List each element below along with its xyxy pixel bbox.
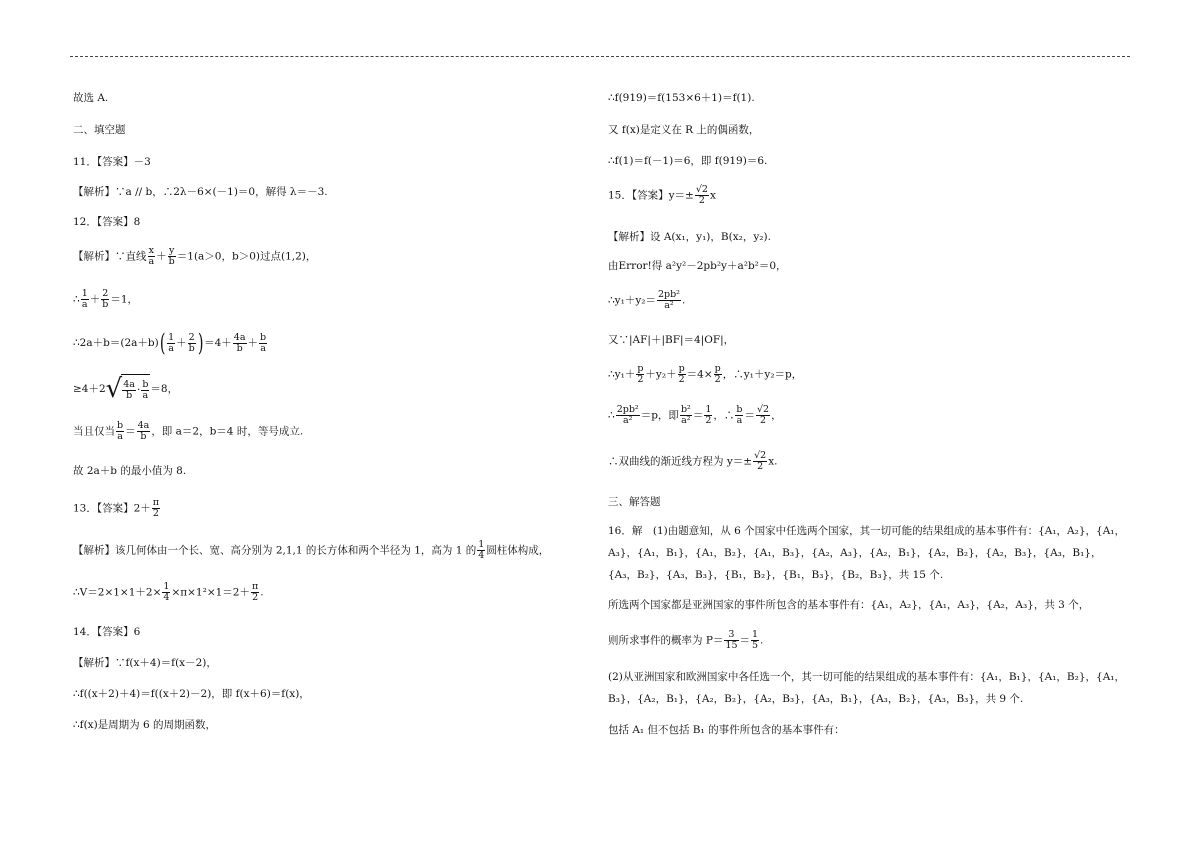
q12-line-3: ∴2a＋b＝(2a＋b)( $\frac{1}{a}$ ＋ $\frac{2}{b}$ )＝4＋ $\frac{4a}{b}$ ＋ $\frac{b}{a}$ bbox=[73, 329, 267, 357]
q15-analysis-5: ∴y₁＋ $\frac{p}{2}$ ＋y₂＋ $\frac{p}{2}$ ＝4× $\frac{p}{2}$ ，∴y₁＋y₂＝p， bbox=[608, 363, 803, 385]
q14-analysis-3: ∴f(x)是周期为 6 的周期函数， bbox=[73, 719, 217, 731]
q16-paragraph-5: 包括 A₁ 但不包括 B₁ 的事件所包含的基本事件有： bbox=[608, 724, 845, 736]
fraction: $\frac{\pi}{2}$ bbox=[152, 497, 160, 519]
fraction: $\frac{1}{a}$ bbox=[81, 288, 88, 310]
q12-answer: 12．【答案】8 bbox=[73, 216, 141, 228]
q15-analysis-1: 【解析】设 A(x₁，y₁)，B(x₂，y₂). bbox=[608, 231, 771, 243]
q14-analysis-5: 又 f(x)是定义在 R 上的偶函数， bbox=[608, 124, 760, 136]
q12-line-2: ∴ $\frac{1}{a}$ ＋ $\frac{2}{b}$ ＝1， bbox=[73, 288, 139, 310]
fraction: $\frac{b}{a}$ bbox=[736, 404, 743, 426]
q16-paragraph-3: 则所求事件的概率为 P＝ $\frac{3}{15}$ ＝ $\frac{1}{5}$ . bbox=[608, 629, 764, 651]
fraction: $\frac{p}{2}$ bbox=[678, 363, 685, 385]
fraction: $\frac{1}{a}$ bbox=[168, 331, 175, 354]
fraction: $\frac{2}{b}$ bbox=[188, 331, 195, 354]
fraction: $\frac{1}{4}$ bbox=[478, 539, 485, 561]
fraction: $\frac{√2}{2}$ bbox=[754, 450, 767, 472]
q15-answer: 15．【答案】y＝± $\frac{√2}{2}$ x bbox=[608, 184, 716, 206]
q11-answer: 11．【答案】－3 bbox=[73, 156, 151, 168]
q16-paragraph-1: 16．解 (1)由题意知，从 6 个国家中任选两个国家，其一切可能的结果组成的基本事件有：{A₁，A₂}，{A₁，A₃}，{A₁，B₁}，{A₁，B₂}，{A₁，B₃}，{A₂，A₃}，{A₂，B₁}，{A₂，B₂}，{A₂，B₃}，{A₃，B₁}，{A₃，B₂}，{A₃，B₃}，{B₁，B₂}，{B₁，B₃}，{B₂，B₃}，共 15 个. bbox=[608, 525, 1126, 581]
q14-analysis-4: ∴f(919)＝f(153×6＋1)＝f(1). bbox=[608, 92, 755, 104]
q16-paragraph-4: (2)从亚洲国家和欧洲国家中各任选一个，其一切可能的结果组成的基本事件有：{A₁，B₁}，{A₁，B₂}，{A₁，B₃}，{A₂，B₁}，{A₂，B₂}，{A₂，B₃}，{A₃，B₁}，{A₃，B₂}，{A₃，B₃}，共 9 个. bbox=[608, 671, 1126, 705]
square-root: √ $\frac{4a}{b}$ · $\frac{b}{a}$ bbox=[105, 374, 149, 404]
fraction: $\frac{4a}{b}$ bbox=[233, 331, 246, 354]
q15-analysis-6: ∴ $\frac{\text{2pb²}}{\text{a²}}$ ＝p，即 $\frac{\text{b²}}{\text{a²}}$ ＝ $\frac{1}{2}$ ，∴ $\frac{b}{a}$ ＝ $\frac{√2}{2}$ ， bbox=[608, 404, 782, 426]
section-heading-solutions: 三、解答题 bbox=[608, 496, 661, 508]
q12-line-1: 【解析】∵直线 $\frac{x}{a}$ ＋ $\frac{y}{b}$ ＝1(a＞0，b＞0)过点(1,2)， bbox=[73, 245, 317, 267]
section-heading-fill-blank: 二、填空题 bbox=[73, 124, 126, 136]
fraction: $\frac{1}{5}$ bbox=[752, 629, 759, 651]
fraction: $\frac{1}{2}$ bbox=[705, 404, 712, 426]
q12-conclusion: 故 2a＋b 的最小值为 8. bbox=[73, 465, 187, 477]
fraction: $\frac{3}{15}$ bbox=[725, 629, 738, 651]
q15-analysis-2: 由Error!得 a²y²－2pb²y＋a²b²＝0， bbox=[608, 260, 787, 272]
fraction: $\frac{y}{b}$ bbox=[168, 245, 175, 267]
q16-paragraph-2: 所选两个国家都是亚洲国家的事件所包含的基本事件有：{A₁，A₂}，{A₁，A₃}，{A₂，A₃}，共 3 个， bbox=[608, 599, 1090, 611]
header-dashed-rule bbox=[70, 56, 1130, 57]
q14-analysis-2: ∴f((x＋2)＋4)＝f((x＋2)－2)，即 f(x＋6)＝f(x)， bbox=[73, 688, 310, 700]
q15-analysis-7: ∴双曲线的渐近线方程为 y＝± $\frac{√2}{2}$ x. bbox=[608, 450, 778, 472]
q12-line-5: 当且仅当 $\frac{b}{a}$ ＝ $\frac{4a}{b}$ ，即 a＝2，b＝4 时，等号成立. bbox=[73, 420, 304, 442]
q15-analysis-3: ∴y₁＋y₂＝ $\frac{\text{2pb²}}{\text{a²}}$ . bbox=[608, 289, 686, 311]
fraction: $\frac{2}{b}$ bbox=[102, 288, 109, 310]
fraction: $\frac{\text{2pb²}}{\text{a²}}$ bbox=[616, 404, 639, 426]
fraction: $\frac{b}{a}$ bbox=[117, 420, 124, 442]
fraction: $\frac{1}{4}$ bbox=[163, 581, 170, 603]
q14-analysis-6: ∴f(1)＝f(－1)＝6，即 f(919)＝6. bbox=[608, 155, 768, 167]
fraction: $\frac{\text{b²}}{\text{a²}}$ bbox=[680, 404, 691, 426]
text: 【解析】∵直线 bbox=[73, 250, 147, 263]
text-line: 故选 A. bbox=[73, 92, 109, 104]
fraction: $\frac{b}{a}$ bbox=[260, 331, 267, 354]
q13-analysis-2: ∴V＝2×1×1＋2× $\frac{1}{4}$ ×π×1²×1＝2＋ $\frac{\pi}{2}$ . bbox=[73, 581, 264, 603]
q12-line-4: ≥4＋2 √ $\frac{4a}{b}$ · $\frac{b}{a}$ ＝8， bbox=[73, 374, 179, 404]
q15-analysis-4: 又∵|AF|＋|BF|＝4|OF|， bbox=[608, 334, 735, 346]
fraction: $\frac{\pi}{2}$ bbox=[251, 581, 259, 603]
fraction: $\frac{4a}{b}$ bbox=[137, 420, 150, 442]
fraction: $\frac{\text{2pb²}}{\text{a²}}$ bbox=[657, 289, 680, 311]
q14-answer: 14．【答案】6 bbox=[73, 626, 141, 638]
fraction: $\frac{p}{2}$ bbox=[714, 363, 721, 385]
q14-analysis-1: 【解析】∵f(x＋4)＝f(x－2)， bbox=[73, 657, 217, 669]
fraction: $\frac{p}{2}$ bbox=[637, 363, 644, 385]
fraction: $\frac{√2}{2}$ bbox=[695, 184, 708, 206]
q13-analysis-1: 【解析】该几何体由一个长、宽、高分别为 2,1,1 的长方体和两个半径为 1，高为 1 的 $\frac{1}{4}$ 圆柱体构成， bbox=[73, 539, 550, 561]
fraction: $\frac{x}{a}$ bbox=[148, 245, 155, 267]
q13-answer: 13．【答案】2＋ $\frac{\pi}{2}$ bbox=[73, 497, 160, 519]
q11-analysis: 【解析】∵a // b，∴2λ－6×(－1)＝0，解得 λ＝－3. bbox=[73, 186, 328, 198]
text: ＝1(a＞0，b＞0)过点(1,2)， bbox=[176, 250, 317, 263]
fraction: $\frac{√2}{2}$ bbox=[756, 404, 770, 426]
